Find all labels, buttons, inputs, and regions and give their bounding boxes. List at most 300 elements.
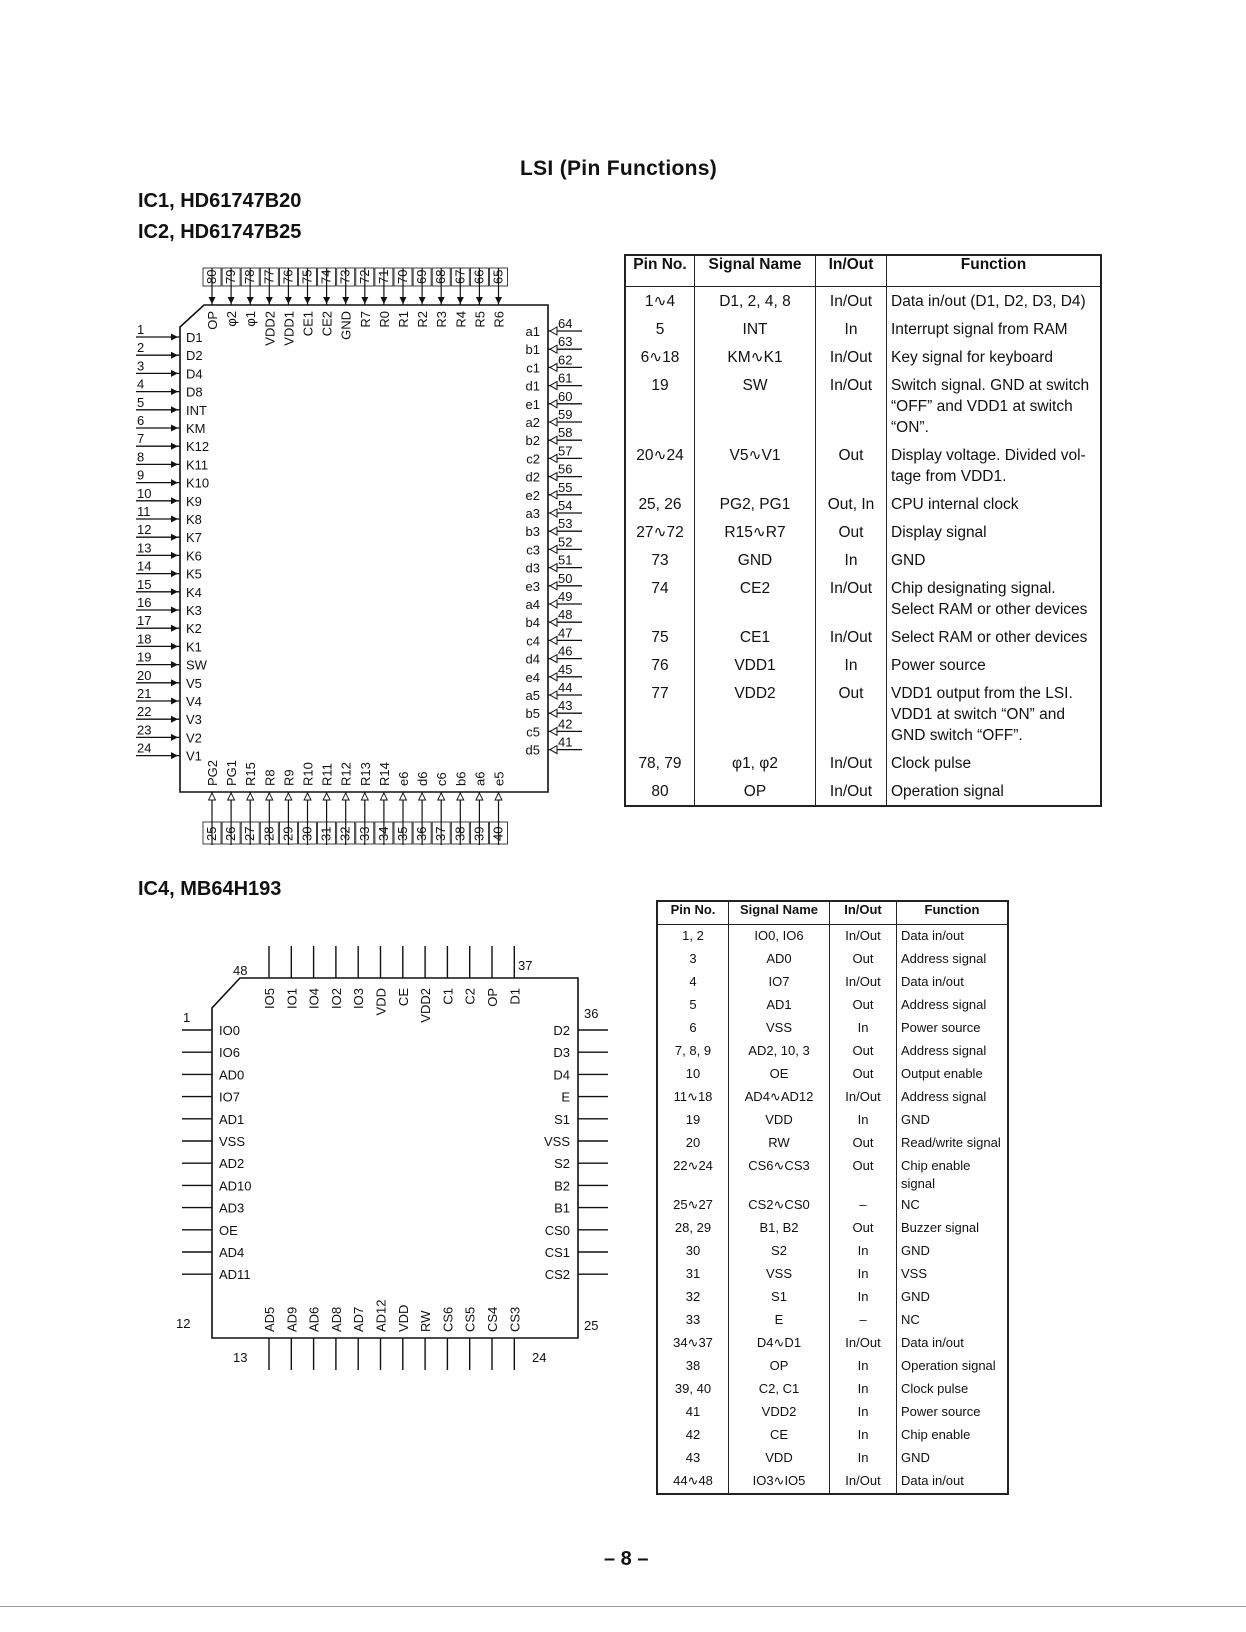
pin-number: 29 bbox=[280, 826, 296, 841]
pin-signal-label: V4 bbox=[186, 694, 202, 709]
signal-name-cell: VDD1 bbox=[695, 651, 816, 679]
function-cell: GND bbox=[897, 1286, 1009, 1309]
pin-signal-label: D1 bbox=[186, 330, 203, 345]
function-line: CPU internal clock bbox=[891, 496, 1019, 513]
pin-number: 23 bbox=[137, 722, 152, 738]
table-row bbox=[657, 1155, 1008, 1194]
in-out-cell: In bbox=[816, 651, 887, 679]
pin-number-cell: 4 bbox=[689, 974, 697, 989]
function-cell bbox=[887, 777, 1102, 806]
in-out-cell: In bbox=[830, 1355, 897, 1378]
pin-number: 64 bbox=[558, 316, 573, 331]
table-row bbox=[657, 1086, 1008, 1109]
pin-number: 67 bbox=[452, 269, 468, 284]
function-line: Select RAM or other devices bbox=[891, 629, 1088, 646]
pin-number-cell: 5 bbox=[689, 997, 697, 1012]
pin-number: 1 bbox=[137, 322, 145, 337]
table-row bbox=[625, 287, 1101, 316]
pin-signal-label: R10 bbox=[300, 762, 316, 786]
table-row bbox=[625, 518, 1101, 546]
pin-number: 4 bbox=[137, 376, 145, 392]
in-out-cell: In/Out bbox=[816, 287, 887, 316]
pin-number: 72 bbox=[356, 269, 372, 284]
function-cell: Chip enable bbox=[897, 1424, 1009, 1447]
pin-signal-label: AD2 bbox=[219, 1156, 245, 1172]
signal-name-cell: S1 bbox=[729, 1286, 830, 1309]
pin-signal-label: E bbox=[561, 1089, 570, 1105]
in-out-cell: Out bbox=[830, 1155, 897, 1194]
in-out-cell: In bbox=[830, 1263, 897, 1286]
function-cell: Clock pulse bbox=[897, 1378, 1009, 1401]
pin-number: 63 bbox=[558, 334, 573, 350]
pin-signal-label: V1 bbox=[186, 748, 202, 764]
in-out-cell: In bbox=[816, 315, 887, 343]
pin-signal-label: R1 bbox=[396, 311, 411, 328]
table-row bbox=[625, 546, 1101, 574]
function-line: VDD1 output from the LSI. bbox=[891, 685, 1073, 702]
table-row bbox=[657, 925, 1008, 949]
in-out-cell: – bbox=[830, 1194, 897, 1217]
pin-signal-label: VDD bbox=[373, 988, 389, 1016]
pin-signal-label: S1 bbox=[554, 1111, 570, 1127]
in-out-cell: In bbox=[816, 546, 887, 574]
function-line: tage from VDD1. bbox=[891, 468, 1007, 485]
pin-signal-label: K10 bbox=[186, 475, 210, 491]
pin-signal-label: AD4 bbox=[219, 1245, 245, 1260]
signal-name-cell: INT bbox=[695, 315, 816, 343]
pin-signal-label: e4 bbox=[525, 669, 540, 685]
pin-signal-label: C2 bbox=[462, 988, 478, 1005]
ic1-heading-line1: IC1, HD61747B20 bbox=[138, 190, 302, 212]
function-cell bbox=[887, 623, 1102, 651]
function-cell bbox=[887, 546, 1102, 574]
pin-signal-label: KM bbox=[186, 421, 206, 436]
in-out-cell: In bbox=[830, 1424, 897, 1447]
pin-signal-label: K2 bbox=[186, 621, 202, 637]
pin-signal-label: c5 bbox=[526, 724, 540, 740]
table-row bbox=[657, 1040, 1008, 1063]
corner-pin-number: 37 bbox=[518, 958, 533, 973]
table-row bbox=[657, 1132, 1008, 1155]
pin-signal-label: IO2 bbox=[328, 988, 344, 1009]
function-cell bbox=[887, 490, 1102, 518]
pin-number: 18 bbox=[137, 631, 152, 647]
table-row bbox=[657, 1401, 1008, 1424]
pin-signal-label: K8 bbox=[186, 512, 202, 527]
pin-number: 26 bbox=[223, 826, 239, 841]
corner-pin-number: 36 bbox=[584, 1006, 599, 1021]
table-header-row bbox=[657, 901, 1008, 925]
pin-signal-label: d4 bbox=[525, 651, 540, 667]
function-line: Key signal for keyboard bbox=[891, 349, 1053, 366]
function-cell: Read/write signal bbox=[897, 1132, 1009, 1155]
signal-name-cell: D4∿D1 bbox=[729, 1332, 830, 1355]
in-out-cell: Out bbox=[830, 1132, 897, 1155]
ic4-pinout-diagram bbox=[0, 0, 640, 1370]
pin-number: 16 bbox=[137, 595, 152, 610]
pin-number: 53 bbox=[558, 516, 573, 532]
pin-number: 40 bbox=[490, 826, 506, 841]
corner-pin-number: 12 bbox=[176, 1316, 191, 1331]
pin-signal-label: c4 bbox=[526, 633, 540, 649]
pin-signal-label: a1 bbox=[525, 324, 540, 339]
pin-signal-label: e1 bbox=[525, 396, 540, 412]
function-cell: Power source bbox=[897, 1401, 1009, 1424]
signal-name-cell: CS6∿CS3 bbox=[729, 1155, 830, 1194]
signal-name-cell: CE1 bbox=[695, 623, 816, 651]
pin-signal-label: K9 bbox=[186, 493, 202, 509]
in-out-cell: In/Out bbox=[816, 343, 887, 371]
table-row bbox=[657, 1378, 1008, 1401]
pin-signal-label: OE bbox=[219, 1222, 238, 1238]
signal-name-cell: OP bbox=[729, 1355, 830, 1378]
column-header: Function bbox=[887, 255, 1102, 287]
pin-number: 78 bbox=[242, 269, 258, 284]
pin-signal-label: e2 bbox=[525, 487, 540, 503]
column-header: Function bbox=[897, 901, 1009, 925]
pin-number: 8 bbox=[137, 449, 145, 465]
pin-number: 70 bbox=[395, 269, 410, 284]
function-cell bbox=[887, 287, 1102, 316]
function-cell: NC bbox=[897, 1309, 1009, 1332]
signal-name-cell: SW bbox=[695, 371, 816, 441]
pin-number: 5 bbox=[137, 394, 145, 410]
function-cell: NC bbox=[897, 1194, 1009, 1217]
table-row bbox=[657, 948, 1008, 971]
table-row bbox=[625, 371, 1101, 441]
pin-number: 65 bbox=[490, 269, 506, 284]
pin-signal-label: AD1 bbox=[219, 1111, 245, 1127]
pin-number: 36 bbox=[414, 826, 430, 841]
function-cell: Power source bbox=[897, 1017, 1009, 1040]
pin-signal-label: AD0 bbox=[219, 1067, 245, 1083]
pin-signal-label: K12 bbox=[186, 439, 210, 455]
pin-number: 59 bbox=[558, 407, 573, 422]
ic1-heading-line2: IC2, HD61747B25 bbox=[138, 221, 302, 243]
pin-signal-label: AD8 bbox=[328, 1306, 344, 1332]
pin-number: 17 bbox=[137, 613, 152, 629]
in-out-cell: Out bbox=[816, 679, 887, 749]
table-row bbox=[657, 1332, 1008, 1355]
function-cell: Operation signal bbox=[897, 1355, 1009, 1378]
corner-pin-number: 1 bbox=[183, 1010, 191, 1025]
pin-signal-label: IO6 bbox=[219, 1045, 240, 1061]
table-row bbox=[625, 777, 1101, 806]
pin-number: 27 bbox=[242, 826, 258, 841]
table-row bbox=[657, 971, 1008, 994]
pin-signal-label: φ1 bbox=[243, 311, 259, 327]
pin-signal-label: CS5 bbox=[462, 1306, 478, 1332]
pin-signal-label: a5 bbox=[525, 688, 540, 703]
pin-number: 22 bbox=[137, 704, 152, 720]
corner-pin-number: 24 bbox=[532, 1350, 547, 1365]
pin-signal-label: OP bbox=[485, 988, 500, 1007]
pin-signal-label: C1 bbox=[440, 988, 456, 1005]
pin-number: 12 bbox=[137, 522, 152, 538]
function-line: Interrupt signal from RAM bbox=[891, 321, 1068, 338]
in-out-cell: In/Out bbox=[816, 371, 887, 441]
corner-pin-number: 13 bbox=[233, 1350, 248, 1365]
column-header: Signal Name bbox=[729, 901, 830, 925]
pin-signal-label: CS4 bbox=[485, 1306, 500, 1332]
pin-number: 2 bbox=[137, 340, 145, 356]
in-out-cell: In bbox=[830, 1017, 897, 1040]
pin-number: 51 bbox=[558, 552, 573, 568]
function-cell: Data in/out bbox=[897, 1470, 1009, 1494]
pin-signal-label: c1 bbox=[526, 360, 540, 376]
in-out-cell: Out bbox=[830, 1217, 897, 1240]
pin-signal-label: R4 bbox=[453, 311, 469, 328]
pin-number: 62 bbox=[558, 352, 573, 368]
pin-number-cell: 6 bbox=[689, 1020, 697, 1035]
ic4-pin-function-table bbox=[656, 900, 1009, 1495]
table-row bbox=[657, 1217, 1008, 1240]
pin-number: 15 bbox=[137, 576, 152, 592]
function-cell: Output enable bbox=[897, 1063, 1009, 1086]
table-row bbox=[625, 343, 1101, 371]
function-cell bbox=[887, 441, 1102, 490]
function-cell bbox=[887, 749, 1102, 777]
in-out-cell: In bbox=[830, 1447, 897, 1470]
pin-signal-label: e5 bbox=[491, 771, 507, 786]
pin-number: 6 bbox=[137, 413, 145, 428]
corner-pin-number: 25 bbox=[584, 1318, 599, 1333]
signal-name-cell: S2 bbox=[729, 1240, 830, 1263]
in-out-cell: In/Out bbox=[816, 749, 887, 777]
pin-signal-label: VDD2 bbox=[418, 988, 434, 1023]
signal-name-cell: VSS bbox=[729, 1263, 830, 1286]
pin-signal-label: R14 bbox=[376, 762, 392, 786]
pin-signal-label: AD10 bbox=[219, 1178, 252, 1194]
signal-name-cell: C2, C1 bbox=[729, 1378, 830, 1401]
pin-signal-label: R5 bbox=[472, 311, 488, 328]
pin-number: 60 bbox=[558, 388, 573, 404]
pin-signal-label: K4 bbox=[186, 584, 202, 600]
table-header-row bbox=[625, 255, 1101, 287]
signal-name-cell: VDD bbox=[729, 1447, 830, 1470]
pin-signal-label: a4 bbox=[525, 597, 540, 612]
pin-signal-label: R9 bbox=[281, 769, 297, 786]
table-row bbox=[625, 749, 1101, 777]
function-cell bbox=[887, 574, 1102, 623]
pin-number: 48 bbox=[558, 607, 573, 623]
function-line: Data in/out (D1, D2, D3, D4) bbox=[891, 293, 1086, 310]
signal-name-cell: IO3∿IO5 bbox=[729, 1470, 830, 1494]
function-cell: Address signal bbox=[897, 948, 1009, 971]
pin-signal-label: CE bbox=[395, 988, 411, 1007]
in-out-cell: In/Out bbox=[830, 1470, 897, 1494]
function-line: “OFF” and VDD1 at switch bbox=[891, 398, 1073, 415]
pin-signal-label: AD11 bbox=[219, 1267, 251, 1283]
pin-number: 31 bbox=[318, 826, 334, 841]
pin-number: 74 bbox=[318, 269, 334, 284]
pin-number-cell: 76 bbox=[651, 657, 669, 674]
pin-signal-label: CS2 bbox=[544, 1267, 570, 1283]
function-cell: Buzzer signal bbox=[897, 1217, 1009, 1240]
pin-signal-label: VDD2 bbox=[262, 311, 278, 346]
pin-signal-label: c2 bbox=[526, 451, 540, 467]
pin-number: 49 bbox=[558, 589, 573, 604]
pin-number: 35 bbox=[395, 826, 410, 841]
pin-number: 24 bbox=[137, 740, 152, 756]
function-line: VDD1 at switch “ON” and bbox=[891, 706, 1065, 723]
pin-signal-label: R2 bbox=[415, 311, 431, 328]
table-row bbox=[657, 1447, 1008, 1470]
pin-number-cell: 1∿4 bbox=[644, 293, 676, 310]
pin-number: 46 bbox=[558, 643, 573, 659]
function-cell bbox=[887, 679, 1102, 749]
pin-number: 61 bbox=[558, 370, 573, 386]
pin-signal-label: AD9 bbox=[284, 1306, 300, 1332]
pin-signal-label: IO7 bbox=[219, 1089, 240, 1105]
signal-name-cell: B1, B2 bbox=[729, 1217, 830, 1240]
pin-number-cell: 73 bbox=[651, 552, 669, 569]
pin-number-cell: 10 bbox=[685, 1066, 701, 1081]
in-out-cell: Out bbox=[816, 518, 887, 546]
pin-signal-label: R0 bbox=[376, 311, 392, 328]
pin-signal-label: CS1 bbox=[544, 1245, 570, 1260]
function-cell: GND bbox=[897, 1109, 1009, 1132]
pin-number: 39 bbox=[471, 826, 487, 841]
function-line: GND bbox=[891, 552, 926, 569]
pin-number: 54 bbox=[558, 498, 573, 513]
pin-number-cell: 11∿18 bbox=[673, 1089, 713, 1104]
pin-number-cell: 3 bbox=[689, 951, 697, 966]
pin-number-cell: 31 bbox=[685, 1266, 701, 1281]
function-line: Display voltage. Divided vol- bbox=[891, 447, 1086, 464]
pin-signal-label: D2 bbox=[186, 348, 203, 364]
pin-signal-label: IO0 bbox=[219, 1023, 240, 1038]
pin-signal-label: b5 bbox=[525, 706, 540, 722]
function-cell: Data in/out bbox=[897, 1332, 1009, 1355]
pin-signal-label: b4 bbox=[525, 615, 540, 631]
in-out-cell: In bbox=[830, 1286, 897, 1309]
pin-number: 47 bbox=[558, 625, 573, 641]
pin-signal-label: e3 bbox=[525, 578, 540, 594]
function-line: Chip designating signal. bbox=[891, 580, 1056, 597]
in-out-cell: In bbox=[830, 1109, 897, 1132]
pin-number: 30 bbox=[299, 826, 315, 841]
pin-signal-label: IO1 bbox=[284, 988, 300, 1009]
table-row bbox=[657, 1470, 1008, 1494]
function-cell: VSS bbox=[897, 1263, 1009, 1286]
pin-signal-label: VSS bbox=[219, 1134, 246, 1149]
pin-number: 42 bbox=[558, 716, 573, 732]
table-row bbox=[657, 1109, 1008, 1132]
pin-signal-label: CE2 bbox=[319, 311, 335, 337]
pin-number-cell: 7, 8, 9 bbox=[674, 1043, 712, 1058]
signal-name-cell: KM∿K1 bbox=[695, 343, 816, 371]
pin-signal-label: VSS bbox=[543, 1134, 570, 1149]
pin-number-cell: 44∿48 bbox=[673, 1473, 713, 1488]
pin-number: 57 bbox=[558, 443, 573, 459]
pin-number: 77 bbox=[261, 269, 277, 284]
pin-signal-label: R15 bbox=[243, 762, 259, 786]
pin-number-cell: 32 bbox=[685, 1289, 701, 1304]
pin-number-cell: 78, 79 bbox=[638, 755, 682, 772]
function-line: Select RAM or other devices bbox=[891, 601, 1088, 618]
function-cell: Data in/out bbox=[897, 971, 1009, 994]
signal-name-cell: E bbox=[729, 1309, 830, 1332]
pin-signal-label: b2 bbox=[525, 433, 540, 449]
pin-signal-label: CS6 bbox=[440, 1306, 456, 1332]
function-cell bbox=[887, 343, 1102, 371]
pin-signal-label: V5 bbox=[186, 675, 202, 691]
table-row bbox=[625, 315, 1101, 343]
column-header: In/Out bbox=[830, 901, 897, 925]
pin-number: 13 bbox=[137, 540, 152, 556]
pin-number: 21 bbox=[137, 686, 152, 701]
pin-number: 28 bbox=[261, 826, 277, 841]
pin-number-cell: 27∿72 bbox=[636, 524, 684, 541]
pin-signal-label: PG1 bbox=[224, 759, 240, 786]
column-header: In/Out bbox=[816, 255, 887, 287]
pin-number: 25 bbox=[204, 826, 219, 841]
in-out-cell: In bbox=[830, 1401, 897, 1424]
pin-number: 14 bbox=[137, 558, 152, 574]
signal-name-cell: VSS bbox=[729, 1017, 830, 1040]
pin-signal-label: AD5 bbox=[262, 1306, 277, 1332]
signal-name-cell: AD1 bbox=[729, 994, 830, 1017]
pin-number: 52 bbox=[558, 534, 573, 550]
pin-number-cell: 28, 29 bbox=[674, 1220, 712, 1235]
function-cell bbox=[887, 518, 1102, 546]
in-out-cell: Out bbox=[830, 994, 897, 1017]
pin-number: 41 bbox=[558, 734, 573, 750]
in-out-cell: In/Out bbox=[830, 971, 897, 994]
signal-name-cell: CS2∿CS0 bbox=[729, 1194, 830, 1217]
page-bottom-rule bbox=[0, 1606, 1246, 1607]
pin-number: 33 bbox=[356, 826, 372, 841]
pin-signal-label: SW bbox=[186, 657, 207, 673]
in-out-cell: Out, In bbox=[816, 490, 887, 518]
pin-signal-label: V3 bbox=[186, 712, 202, 728]
function-cell: GND bbox=[897, 1240, 1009, 1263]
pin-signal-label: D3 bbox=[553, 1045, 570, 1061]
pin-signal-label: c6 bbox=[434, 772, 450, 786]
pin-number: 76 bbox=[280, 269, 296, 284]
table-row bbox=[625, 574, 1101, 623]
pin-signal-label: B1 bbox=[554, 1200, 570, 1216]
table-row bbox=[657, 1263, 1008, 1286]
pin-signal-label: d5 bbox=[525, 742, 540, 758]
pin-number-cell: 25∿27 bbox=[673, 1197, 713, 1212]
signal-name-cell: AD0 bbox=[729, 948, 830, 971]
pin-signal-label: b3 bbox=[525, 524, 540, 540]
signal-name-cell: D1, 2, 4, 8 bbox=[695, 287, 816, 316]
pin-number-cell: 75 bbox=[651, 629, 669, 646]
pin-number: 55 bbox=[558, 479, 573, 495]
pin-signal-label: CS0 bbox=[544, 1222, 570, 1238]
signal-name-cell: R15∿R7 bbox=[695, 518, 816, 546]
pin-number-cell: 5 bbox=[655, 321, 665, 338]
pin-number: 34 bbox=[375, 826, 391, 841]
pin-signal-label: D2 bbox=[553, 1023, 570, 1038]
function-cell bbox=[887, 651, 1102, 679]
pin-number-cell: 6∿18 bbox=[640, 349, 680, 366]
pin-number-cell: 74 bbox=[651, 580, 669, 597]
pin-number-cell: 20 bbox=[685, 1135, 701, 1150]
function-line: “ON”. bbox=[891, 419, 929, 436]
pin-number: 58 bbox=[558, 425, 573, 441]
function-cell: Address signal bbox=[897, 1040, 1009, 1063]
pin-signal-label: K5 bbox=[186, 566, 202, 582]
pin-signal-label: RW bbox=[418, 1310, 434, 1332]
pin-number: 68 bbox=[433, 269, 449, 284]
ic4-package-outline bbox=[212, 978, 578, 1338]
function-line: GND switch “OFF”. bbox=[891, 727, 1023, 744]
ic1-pin-function-table bbox=[624, 254, 1102, 807]
